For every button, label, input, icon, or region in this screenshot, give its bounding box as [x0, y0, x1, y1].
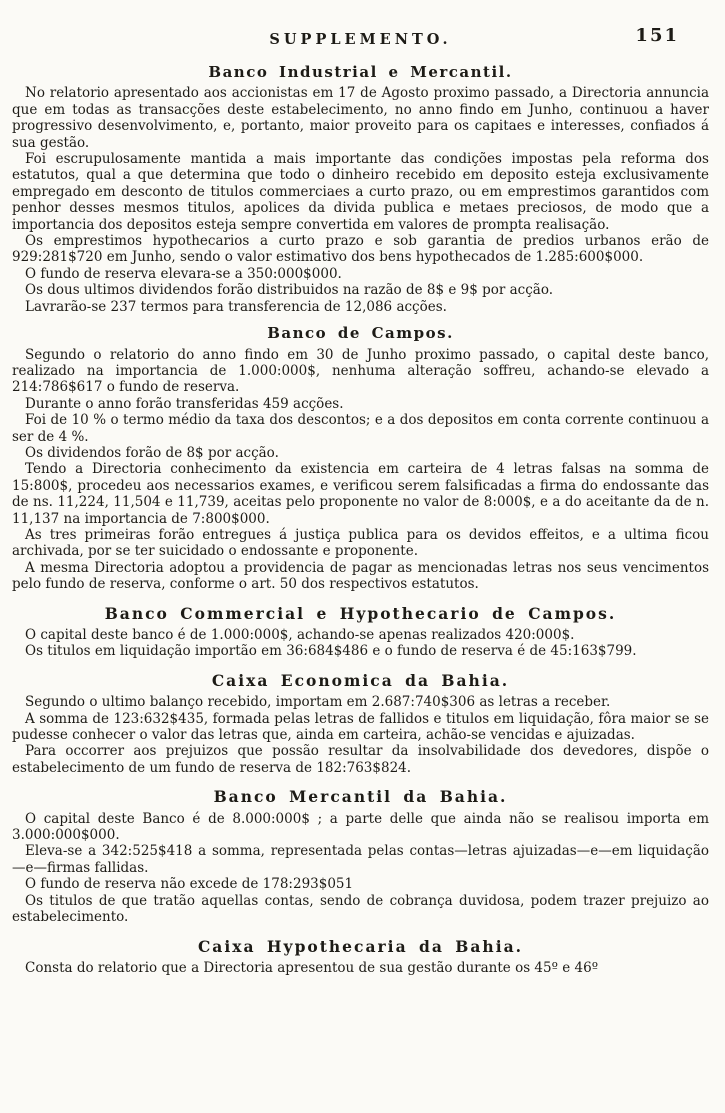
paragraph: No relatorio apresentado aos accionistas em 17 de Agosto proximo passado, a Directoria annuncia que em todas as transacções deste estabelecimento, no anno findo em Junho, continuou a haver progressivo desenvolvimento, e, portanto, maior proveito para os capitaes e interesses, confiados á sua gestão.	[12, 85, 709, 151]
paragraph: Eleva-se a 342:525$418 a somma, representada pelas contas—letras ajuizadas—e—em liquidação—e—firmas fallidas.	[12, 843, 709, 876]
paragraph: A somma de 123:632$435, formada pelas letras de fallidos e titulos em liquidação, fôra maior se se pudesse conhecer o valor das letras que, ainda em carteira, achão-se vencidas e ajuizadas.	[12, 710, 709, 744]
paragraph: O fundo de reserva elevara-se a 350:000$000.	[25, 265, 342, 282]
paragraph: Foi escrupulosamente mantida a mais importante das condições impostas pela reforma dos estatutos, qual a que determina que todo o dinheiro recebido em deposito esteja exclusivamente empregado em desconto de titulos commerciaes a curto prazo, ou em emprestimos garantidos com penhor desses mesmos titulos, apolices da divida publica e metaes preciosos, de modo que a importancia dos depositos esteja sempre convertida em valores de prompta realisação.	[12, 151, 709, 233]
section-caixa-economica-da-bahia	[12, 670, 709, 776]
page-header-title: SUPPLEMENTO.	[269, 31, 452, 48]
section-heading: Banco Industrial e Mercantil.	[208, 63, 513, 81]
paragraph: Foi de 10 % o termo médio da taxa dos descontos; e a dos depositos em conta corrente continuou a ser de 4 %.	[12, 412, 709, 445]
section-banco-commercial-e-hypothecario	[12, 603, 709, 660]
page-header	[12, 25, 709, 54]
section-banco-mercantil-da-bahia	[12, 789, 709, 925]
paragraph: Os titulos em liquidação importão em 36:684$486 e o fundo de reserva é de 45:163$799.	[25, 643, 637, 660]
section-heading: Caixa Economica da Bahia.	[211, 670, 510, 690]
paragraph: Segundo o relatorio do anno findo em 30 de Junho proximo passado, o capital deste banco, realizado na importancia de 1.000:000$, nenhuma alteração soffreu, achando-se elevado a 214:786$617 o fundo de reserva.	[12, 346, 709, 396]
paragraph: O fundo de reserva não excede de 178:293$051	[25, 876, 354, 893]
paragraph: Segundo o ultimo balanço recebido, importam em 2.687:740$306 as letras a receber.	[25, 694, 611, 711]
paragraph: Consta do relatorio que a Directoria apresentou de sua gestão durante os 45º e 46º	[25, 959, 599, 976]
section-heading: Banco de Campos.	[267, 324, 454, 343]
paragraph: Para occorrer aos prejuizos que possão resultar da insolvabilidade dos devedores, dispõe o estabelecimento de um fundo de reserva de 182:763$824.	[12, 743, 709, 776]
paragraph: Os emprestimos hypothecarios a curto prazo e sob garantia de predios urbanos erão de 929:281$720 em Junho, sendo o valor estimativo dos bens hypothecados de 1.285:600$000.	[12, 233, 709, 266]
paragraph: Os dividendos forão de 8$ por acção.	[25, 444, 279, 461]
paragraph: As tres primeiras forão entregues á justiça publica para os devidos effeitos, e a ultima ficou archivada, por se ter suicidado o endossante e proponente.	[12, 526, 709, 560]
paragraph: O capital deste banco é de 1.000:000$, achando-se apenas realizados 420:000$.	[25, 627, 575, 643]
page-number: 151	[635, 25, 679, 46]
paragraph: Durante o anno forão transferidas 459 acções.	[25, 395, 344, 412]
section-heading: Banco Mercantil da Bahia.	[213, 787, 508, 807]
paragraph: A mesma Directoria adoptou a providencia de pagar as mencionadas letras nos seus vencimentos pelo fundo de reserva, conforme o art. 50 dos respectivos estatutos.	[12, 559, 709, 593]
paragraph: Lavrarão-se 237 termos para transferencia de 12,086 acções.	[25, 298, 447, 315]
paragraph: Os dous ultimos dividendos forão distribuidos na razão de 8$ e 9$ por acção.	[25, 282, 554, 299]
paragraph: Tendo a Directoria conhecimento da existencia em carteira de 4 letras falsas na somma de 15:800$, procedeu aos necessarios exames, e verificou serem falsificadas a firma do endossante das de ns. 11,224, 11,504 e 11,739, aceitas pelo proponente no valor de 8:000$, e a do aceitante da de n. 11,137 na importancia de 7:800$000.	[12, 461, 709, 527]
section-banco-de-campos	[12, 325, 709, 593]
section-heading: Banco Commercial e Hypothecario de Campos.	[104, 603, 617, 623]
section-caixa-hypothecaria-da-bahia	[12, 936, 709, 977]
paragraph: Os titulos de que tratão aquellas contas, sendo de cobrança duvidosa, podem trazer prejuizo ao estabelecimento.	[12, 892, 709, 926]
section-banco-industrial-e-mercantil	[12, 64, 709, 315]
section-heading: Caixa Hypothecaria da Bahia.	[197, 936, 524, 956]
paragraph: O capital deste Banco é de 8.000:000$ ; a parte delle que ainda não se realisou importa em 3.000:000$000.	[12, 810, 709, 844]
